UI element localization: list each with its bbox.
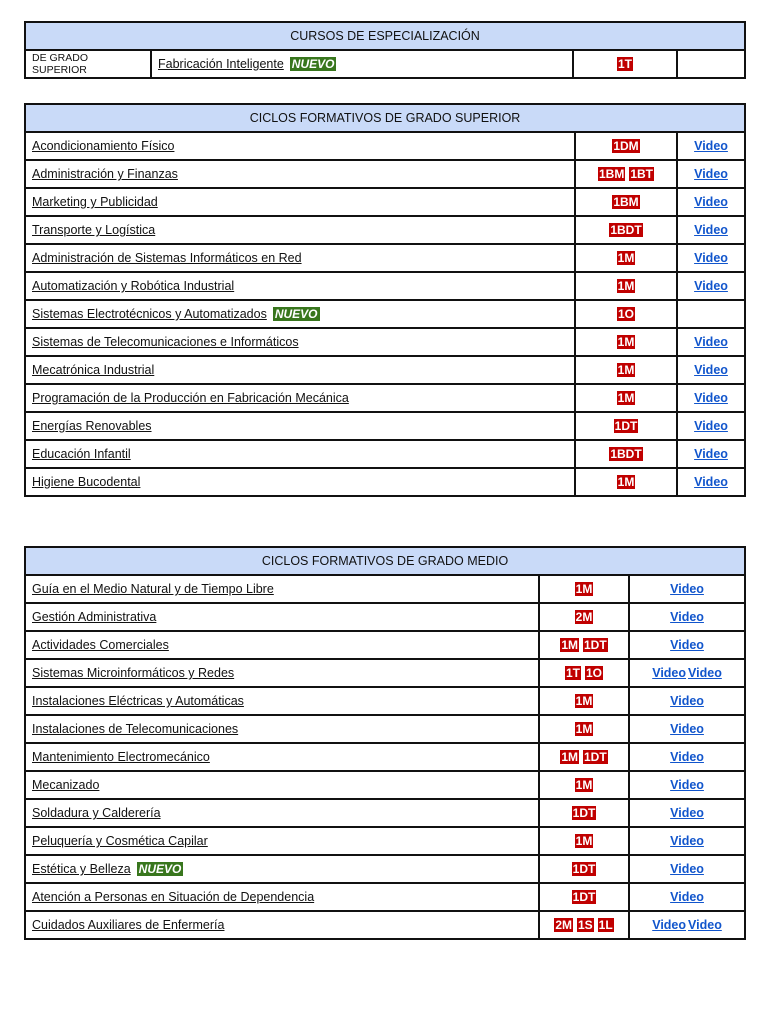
code-badge: 1M	[575, 778, 593, 792]
video-cell	[677, 272, 745, 300]
video-cell	[677, 328, 745, 356]
table-row	[25, 883, 745, 911]
code-badge: 1BM	[613, 195, 639, 209]
video-link[interactable]: Video	[694, 195, 728, 209]
code-badge: 1M	[617, 391, 635, 405]
codes-cell	[539, 659, 629, 687]
table-row	[25, 412, 745, 440]
video-cell	[677, 468, 745, 496]
table-row	[25, 468, 745, 496]
code-badge: 1DT	[584, 750, 607, 764]
video-link[interactable]: Video	[670, 694, 704, 708]
video-link[interactable]: Video	[670, 750, 704, 764]
code-badge: 1T	[565, 666, 580, 680]
table-row	[25, 216, 745, 244]
course-link[interactable]: Fabricación Inteligente	[158, 57, 284, 71]
code-badge: 1DT	[584, 638, 607, 652]
codes-cell	[575, 328, 677, 356]
code-badge: 1T	[617, 57, 632, 71]
code-badge: 1M	[617, 335, 635, 349]
codes-cell	[573, 50, 677, 78]
code-badge: 2M	[555, 918, 572, 932]
code-badge: 1O	[617, 307, 634, 321]
video-cell	[629, 883, 745, 911]
course-link[interactable]: Gestión Administrativa	[32, 610, 157, 624]
video-link[interactable]: Video	[670, 778, 704, 792]
course-link[interactable]: Mantenimiento Electromecánico	[32, 750, 210, 764]
video-link[interactable]: Video	[670, 582, 704, 596]
video-link[interactable]: Video	[694, 139, 728, 153]
code-badge: 1S	[577, 918, 593, 932]
course-link[interactable]: Sistemas Microinformáticos y Redes	[32, 666, 235, 680]
course-link[interactable]: Administración y Finanzas	[32, 167, 178, 181]
table-row	[25, 188, 745, 216]
video-cell	[677, 160, 745, 188]
course-link[interactable]: Actividades Comerciales	[32, 638, 169, 652]
code-badge: 1BT	[630, 167, 653, 181]
video-cell	[677, 412, 745, 440]
video-link[interactable]: Video	[670, 610, 704, 624]
table-row	[25, 328, 745, 356]
table-row	[25, 440, 745, 468]
table-row	[25, 827, 745, 855]
table-row	[25, 603, 745, 631]
course-link[interactable]: Acondicionamiento Físico	[32, 139, 175, 153]
video-link[interactable]: Video	[694, 419, 728, 433]
table-row	[25, 911, 745, 939]
code-badge: 1BDT	[610, 447, 642, 461]
video-link[interactable]: Video	[694, 475, 728, 489]
grado-superior-title: CICLOS FORMATIVOS DE GRADO SUPERIOR	[25, 104, 745, 132]
video-link[interactable]: Video	[688, 918, 722, 932]
table-row	[25, 160, 745, 188]
code-badge: 1M	[617, 279, 635, 293]
course-link[interactable]: Cuidados Auxiliares de Enfermería	[32, 918, 225, 932]
codes-cell	[539, 883, 629, 911]
codes-cell	[575, 272, 677, 300]
codes-cell	[575, 188, 677, 216]
table-row	[25, 384, 745, 412]
course-link[interactable]: Mecanizado	[32, 778, 100, 792]
code-badge: 1M	[617, 363, 635, 377]
course-link[interactable]: Marketing y Publicidad	[32, 195, 158, 209]
video-link[interactable]: Video	[670, 722, 704, 736]
code-badge: 1DM	[613, 139, 639, 153]
video-cell	[629, 603, 745, 631]
codes-cell	[575, 468, 677, 496]
course-link[interactable]: Guía en el Medio Natural y de Tiempo Libre	[32, 582, 274, 596]
codes-cell	[539, 575, 629, 603]
nuevo-badge: NUEVO	[274, 307, 318, 321]
codes-cell	[575, 384, 677, 412]
video-link[interactable]: Video	[652, 666, 687, 680]
codes-cell	[575, 216, 677, 244]
video-cell	[629, 743, 745, 771]
table-row	[25, 715, 745, 743]
code-badge: 1BDT	[610, 223, 642, 237]
video-cell	[677, 216, 745, 244]
code-badge: 1M	[575, 834, 593, 848]
table-row	[25, 855, 745, 883]
especializacion-title: CURSOS DE ESPECIALIZACIÓN	[25, 22, 745, 50]
video-cell	[629, 799, 745, 827]
course-link[interactable]: Administración de Sistemas Informáticos en Red	[32, 251, 302, 265]
code-badge: 1M	[617, 475, 635, 489]
video-cell	[677, 356, 745, 384]
codes-cell	[539, 715, 629, 743]
codes-cell	[539, 771, 629, 799]
course-link[interactable]: Programación de la Producción en Fabricación Mecánica	[32, 391, 349, 405]
codes-cell	[575, 160, 677, 188]
codes-cell	[575, 356, 677, 384]
code-badge: 1DT	[614, 419, 638, 433]
course-link[interactable]: Educación Infantil	[32, 447, 131, 461]
video-link[interactable]: Video	[688, 666, 722, 680]
code-badge: 1M	[575, 722, 593, 736]
video-cell	[629, 659, 745, 687]
table-row	[25, 244, 745, 272]
code-badge: 1BM	[598, 167, 625, 181]
code-badge: 1M	[561, 750, 578, 764]
codes-cell	[539, 743, 629, 771]
video-link[interactable]: Video	[694, 447, 728, 461]
table-row	[25, 631, 745, 659]
video-link[interactable]: Video	[670, 862, 704, 876]
table-row	[25, 743, 745, 771]
codes-cell	[539, 911, 629, 939]
video-cell	[629, 771, 745, 799]
video-cell	[677, 132, 745, 160]
course-link[interactable]: Mecatrónica Industrial	[32, 363, 155, 377]
video-link[interactable]: Video	[670, 806, 704, 820]
video-cell	[677, 244, 745, 272]
course-link[interactable]: Atención a Personas en Situación de Dependencia	[32, 890, 315, 904]
video-cell	[629, 715, 745, 743]
codes-cell	[539, 855, 629, 883]
video-cell	[629, 575, 745, 603]
table-row	[25, 771, 745, 799]
codes-cell	[539, 603, 629, 631]
video-cell	[677, 50, 745, 78]
video-link[interactable]: Video	[694, 335, 728, 349]
codes-cell	[575, 300, 677, 328]
nuevo-badge: NUEVO	[291, 57, 335, 71]
code-badge: 1L	[598, 918, 613, 932]
course-link[interactable]: Soldadura y Calderería	[32, 806, 161, 820]
video-cell	[677, 188, 745, 216]
course-link[interactable]: Energías Renovables	[32, 419, 152, 433]
codes-cell	[539, 687, 629, 715]
video-link[interactable]: Video	[694, 223, 728, 237]
video-cell	[677, 300, 745, 328]
code-badge: 1M	[575, 582, 593, 596]
codes-cell	[539, 631, 629, 659]
code-badge: 2M	[575, 610, 593, 624]
table-row	[25, 659, 745, 687]
video-cell	[629, 911, 745, 939]
code-badge: 1DT	[572, 806, 596, 820]
table-row	[25, 687, 745, 715]
table-row	[25, 132, 745, 160]
codes-cell	[539, 827, 629, 855]
course-link[interactable]: Estética y Belleza	[32, 862, 131, 876]
nuevo-badge: NUEVO	[138, 862, 182, 876]
video-link[interactable]: Video	[670, 890, 704, 904]
video-link[interactable]: Video	[694, 363, 728, 377]
video-cell	[629, 827, 745, 855]
video-cell	[677, 440, 745, 468]
level-label: DE GRADO SUPERIOR	[25, 50, 151, 78]
course-link[interactable]: Instalaciones de Telecomunicaciones	[32, 722, 239, 736]
code-badge: 1O	[586, 666, 603, 680]
video-link[interactable]: Video	[694, 391, 728, 405]
code-badge: 1DT	[572, 890, 596, 904]
grado-medio-table	[24, 546, 746, 940]
codes-cell	[575, 412, 677, 440]
course-link[interactable]: Sistemas Electrotécnicos y Automatizados	[32, 307, 267, 321]
video-link[interactable]: Video	[694, 279, 728, 293]
grado-superior-table	[24, 103, 746, 497]
video-cell	[629, 855, 745, 883]
video-link[interactable]: Video	[652, 918, 687, 932]
codes-cell	[539, 799, 629, 827]
course-link[interactable]: Instalaciones Eléctricas y Automáticas	[32, 694, 244, 708]
grado-medio-title: CICLOS FORMATIVOS DE GRADO MEDIO	[25, 547, 745, 575]
video-cell	[629, 631, 745, 659]
video-cell	[677, 384, 745, 412]
table-row	[25, 575, 745, 603]
video-cell	[629, 687, 745, 715]
course-link[interactable]: Sistemas de Telecomunicaciones e Informáticos	[32, 335, 299, 349]
codes-cell	[575, 132, 677, 160]
especializacion-table	[24, 21, 746, 79]
code-badge: 1DT	[572, 862, 596, 876]
video-link[interactable]: Video	[694, 167, 728, 181]
table-row	[25, 356, 745, 384]
table-row	[25, 272, 745, 300]
codes-cell	[575, 440, 677, 468]
table-row	[25, 300, 745, 328]
video-link[interactable]: Video	[670, 638, 704, 652]
video-link[interactable]: Video	[670, 834, 704, 848]
code-badge: 1M	[575, 694, 593, 708]
table-row	[25, 50, 745, 78]
table-row	[25, 799, 745, 827]
codes-cell	[575, 244, 677, 272]
code-badge: 1M	[617, 251, 635, 265]
course-link[interactable]: Transporte y Logística	[32, 223, 156, 237]
course-link[interactable]: Automatización y Robótica Industrial	[32, 279, 235, 293]
code-badge: 1M	[561, 638, 578, 652]
course-link[interactable]: Peluquería y Cosmética Capilar	[32, 834, 208, 848]
course-link[interactable]: Higiene Bucodental	[32, 475, 141, 489]
video-link[interactable]: Video	[694, 251, 728, 265]
